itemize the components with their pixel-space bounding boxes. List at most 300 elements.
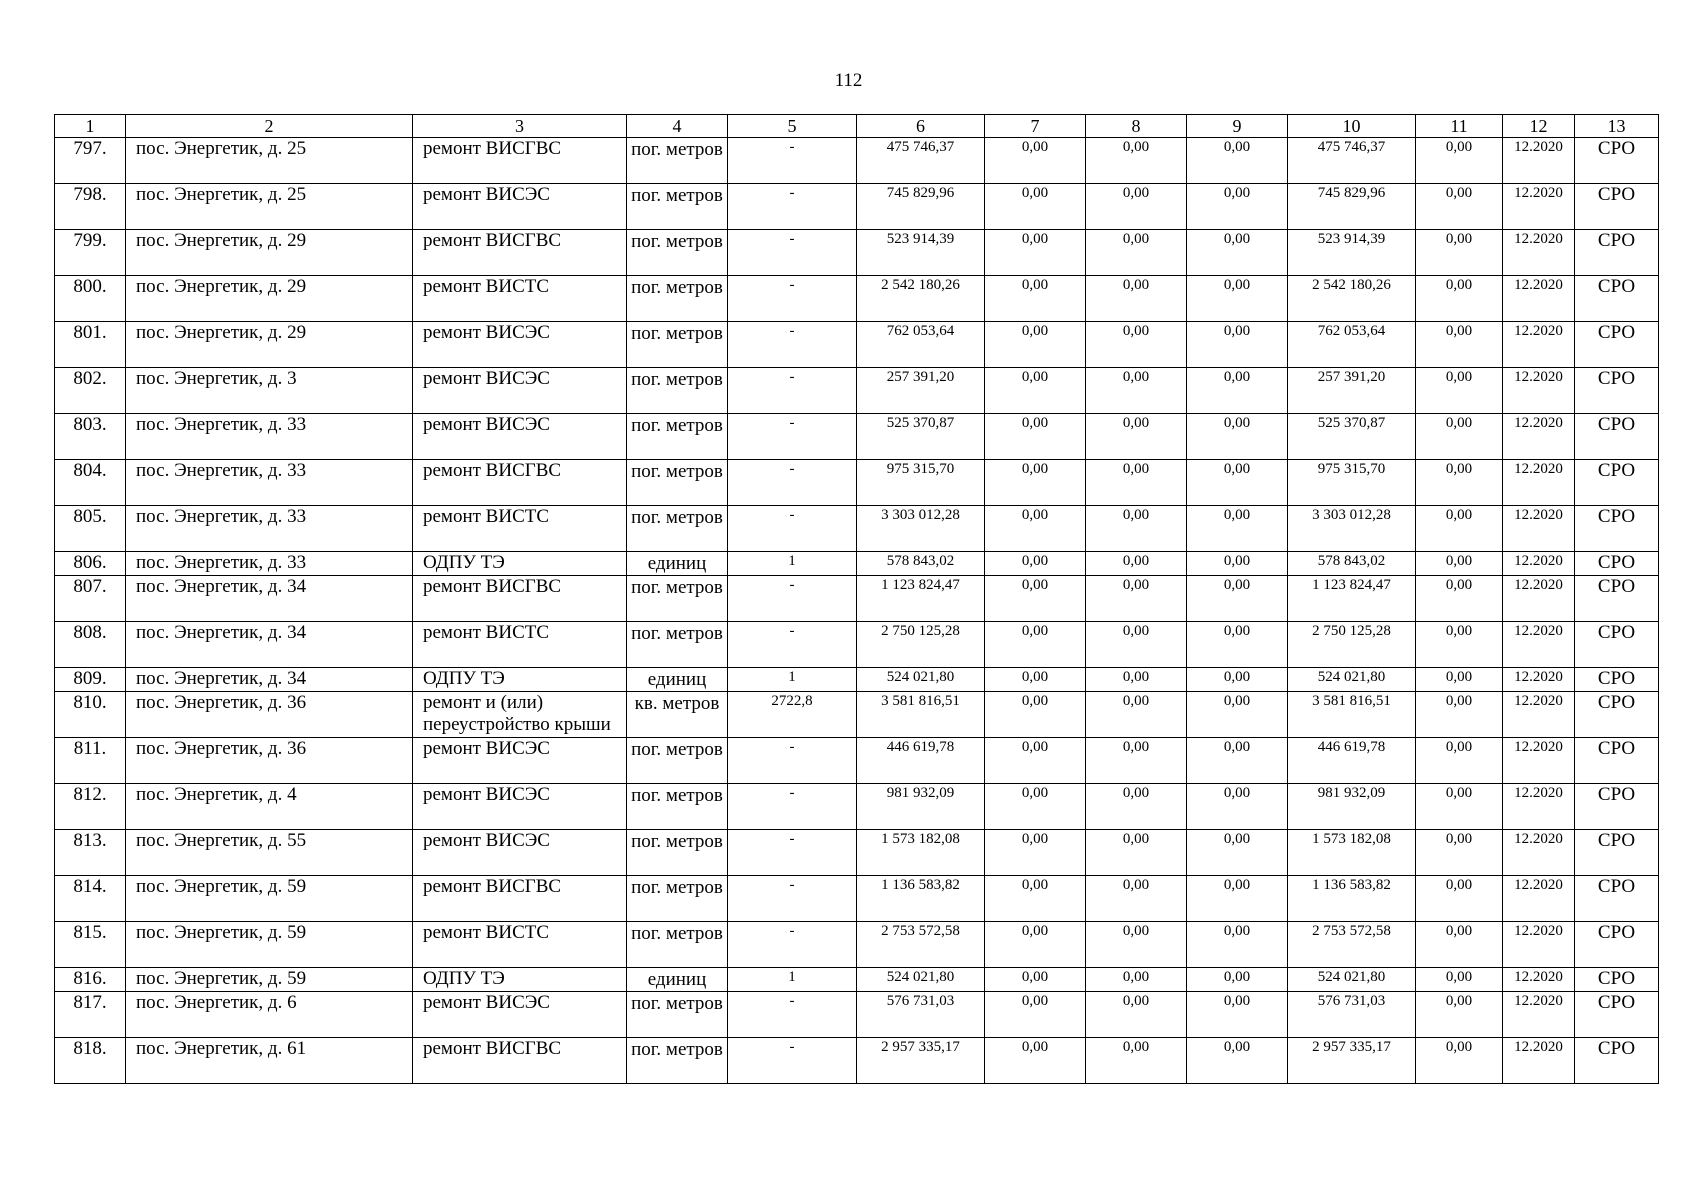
total-cost-cell: 524 021,80 (857, 968, 985, 992)
row-number: 803. (55, 414, 126, 460)
fund-amount-cell: 523 914,39 (1288, 230, 1416, 276)
amount-cell: 0,00 (1187, 668, 1288, 692)
quantity-cell: 1 (728, 968, 857, 992)
amount-cell: 0,00 (1187, 184, 1288, 230)
quantity-cell: - (728, 276, 857, 322)
amount-cell: 0,00 (1416, 184, 1503, 230)
unit-cell: пог. метров (627, 460, 728, 506)
unit-cell: пог. метров (627, 1038, 728, 1084)
amount-cell: 0,00 (1187, 738, 1288, 784)
quantity-cell: - (728, 622, 857, 668)
amount-cell: 0,00 (985, 668, 1086, 692)
column-header: 2 (126, 115, 413, 138)
fund-amount-cell: 2 542 180,26 (1288, 276, 1416, 322)
fund-amount-cell: 975 315,70 (1288, 460, 1416, 506)
amount-cell: 0,00 (1416, 506, 1503, 552)
work-type-cell: ремонт ВИСТС (413, 506, 627, 552)
amount-cell: 0,00 (1416, 1038, 1503, 1084)
row-number: 818. (55, 1038, 126, 1084)
quantity-cell: - (728, 506, 857, 552)
total-cost-cell: 3 581 816,51 (857, 692, 985, 738)
work-type-cell: ремонт ВИСЭС (413, 322, 627, 368)
quantity-cell: - (728, 1038, 857, 1084)
amount-cell: 0,00 (1187, 230, 1288, 276)
unit-cell: пог. метров (627, 230, 728, 276)
deadline-cell: 12.2020 (1503, 692, 1575, 738)
amount-cell: 0,00 (1086, 460, 1187, 506)
amount-cell: 0,00 (1086, 830, 1187, 876)
table-row (55, 460, 1659, 506)
deadline-cell: 12.2020 (1503, 922, 1575, 968)
unit-cell: пог. метров (627, 992, 728, 1038)
total-cost-cell: 981 932,09 (857, 784, 985, 830)
total-cost-cell: 576 731,03 (857, 992, 985, 1038)
quantity-cell: - (728, 576, 857, 622)
fund-amount-cell: 3 303 012,28 (1288, 506, 1416, 552)
work-type-cell: ремонт ВИСЭС (413, 784, 627, 830)
amount-cell: 0,00 (1416, 368, 1503, 414)
amount-cell: 0,00 (985, 138, 1086, 184)
column-number-header-row (55, 115, 1659, 138)
amount-cell: 0,00 (985, 230, 1086, 276)
source-cell: СРО (1575, 668, 1659, 692)
source-cell: СРО (1575, 692, 1659, 738)
unit-cell: единиц (627, 968, 728, 992)
address-cell: пос. Энергетик, д. 59 (126, 968, 413, 992)
total-cost-cell: 1 136 583,82 (857, 876, 985, 922)
quantity-cell: - (728, 184, 857, 230)
quantity-cell: - (728, 460, 857, 506)
table-row (55, 230, 1659, 276)
amount-cell: 0,00 (1187, 368, 1288, 414)
unit-cell: пог. метров (627, 506, 728, 552)
deadline-cell: 12.2020 (1503, 576, 1575, 622)
address-cell: пос. Энергетик, д. 29 (126, 276, 413, 322)
deadline-cell: 12.2020 (1503, 460, 1575, 506)
amount-cell: 0,00 (1086, 506, 1187, 552)
fund-amount-cell: 257 391,20 (1288, 368, 1416, 414)
amount-cell: 0,00 (1086, 184, 1187, 230)
amount-cell: 0,00 (1187, 784, 1288, 830)
amount-cell: 0,00 (985, 622, 1086, 668)
amount-cell: 0,00 (1416, 230, 1503, 276)
source-cell: СРО (1575, 876, 1659, 922)
amount-cell: 0,00 (1086, 576, 1187, 622)
column-header: 9 (1187, 115, 1288, 138)
fund-amount-cell: 2 753 572,58 (1288, 922, 1416, 968)
amount-cell: 0,00 (1086, 968, 1187, 992)
unit-cell: пог. метров (627, 322, 728, 368)
total-cost-cell: 257 391,20 (857, 368, 985, 414)
table-row (55, 668, 1659, 692)
address-cell: пос. Энергетик, д. 61 (126, 1038, 413, 1084)
amount-cell: 0,00 (1086, 668, 1187, 692)
fund-amount-cell: 2 750 125,28 (1288, 622, 1416, 668)
fund-amount-cell: 1 136 583,82 (1288, 876, 1416, 922)
row-number: 801. (55, 322, 126, 368)
total-cost-cell: 2 542 180,26 (857, 276, 985, 322)
table-row (55, 738, 1659, 784)
amount-cell: 0,00 (985, 738, 1086, 784)
amount-cell: 0,00 (1086, 552, 1187, 576)
table-row (55, 968, 1659, 992)
amount-cell: 0,00 (1086, 922, 1187, 968)
source-cell: СРО (1575, 414, 1659, 460)
source-cell: СРО (1575, 368, 1659, 414)
source-cell: СРО (1575, 968, 1659, 992)
fund-amount-cell: 576 731,03 (1288, 992, 1416, 1038)
deadline-cell: 12.2020 (1503, 276, 1575, 322)
table-row (55, 1038, 1659, 1084)
unit-cell: пог. метров (627, 876, 728, 922)
amount-cell: 0,00 (985, 414, 1086, 460)
amount-cell: 0,00 (1416, 622, 1503, 668)
amount-cell: 0,00 (1086, 876, 1187, 922)
unit-cell: пог. метров (627, 738, 728, 784)
work-type-cell: ремонт ВИСТС (413, 276, 627, 322)
work-type-cell: ремонт ВИСЭС (413, 830, 627, 876)
work-type-cell: ОДПУ ТЭ (413, 968, 627, 992)
total-cost-cell: 578 843,02 (857, 552, 985, 576)
address-cell: пос. Энергетик, д. 59 (126, 876, 413, 922)
row-number: 811. (55, 738, 126, 784)
row-number: 815. (55, 922, 126, 968)
source-cell: СРО (1575, 1038, 1659, 1084)
amount-cell: 0,00 (1416, 668, 1503, 692)
fund-amount-cell: 745 829,96 (1288, 184, 1416, 230)
amount-cell: 0,00 (1086, 138, 1187, 184)
address-cell: пос. Энергетик, д. 59 (126, 922, 413, 968)
unit-cell: пог. метров (627, 414, 728, 460)
address-cell: пос. Энергетик, д. 4 (126, 784, 413, 830)
work-type-cell: ремонт ВИСГВС (413, 876, 627, 922)
amount-cell: 0,00 (985, 992, 1086, 1038)
fund-amount-cell: 578 843,02 (1288, 552, 1416, 576)
amount-cell: 0,00 (1187, 622, 1288, 668)
work-type-cell: ремонт ВИСЭС (413, 738, 627, 784)
address-cell: пос. Энергетик, д. 34 (126, 622, 413, 668)
deadline-cell: 12.2020 (1503, 414, 1575, 460)
table-row (55, 368, 1659, 414)
work-type-cell: ремонт ВИСГВС (413, 230, 627, 276)
amount-cell: 0,00 (1086, 1038, 1187, 1084)
quantity-cell: - (728, 322, 857, 368)
amount-cell: 0,00 (1086, 692, 1187, 738)
amount-cell: 0,00 (1086, 322, 1187, 368)
address-cell: пос. Энергетик, д. 33 (126, 552, 413, 576)
total-cost-cell: 1 573 182,08 (857, 830, 985, 876)
register-table (54, 114, 1659, 1084)
row-number: 814. (55, 876, 126, 922)
address-cell: пос. Энергетик, д. 33 (126, 506, 413, 552)
deadline-cell: 12.2020 (1503, 506, 1575, 552)
fund-amount-cell: 981 932,09 (1288, 784, 1416, 830)
quantity-cell: - (728, 876, 857, 922)
work-type-cell: ремонт ВИСЭС (413, 368, 627, 414)
quantity-cell: 1 (728, 668, 857, 692)
row-number: 798. (55, 184, 126, 230)
address-cell: пос. Энергетик, д. 34 (126, 668, 413, 692)
amount-cell: 0,00 (1086, 738, 1187, 784)
amount-cell: 0,00 (1187, 922, 1288, 968)
table-row (55, 322, 1659, 368)
unit-cell: пог. метров (627, 138, 728, 184)
total-cost-cell: 2 753 572,58 (857, 922, 985, 968)
deadline-cell: 12.2020 (1503, 322, 1575, 368)
amount-cell: 0,00 (1416, 692, 1503, 738)
work-type-cell: ремонт ВИСГВС (413, 138, 627, 184)
total-cost-cell: 3 303 012,28 (857, 506, 985, 552)
address-cell: пос. Энергетик, д. 33 (126, 414, 413, 460)
fund-amount-cell: 524 021,80 (1288, 668, 1416, 692)
amount-cell: 0,00 (1416, 922, 1503, 968)
table-row (55, 576, 1659, 622)
fund-amount-cell: 1 123 824,47 (1288, 576, 1416, 622)
table-row (55, 876, 1659, 922)
deadline-cell: 12.2020 (1503, 368, 1575, 414)
amount-cell: 0,00 (1187, 576, 1288, 622)
amount-cell: 0,00 (1416, 968, 1503, 992)
unit-cell: пог. метров (627, 276, 728, 322)
unit-cell: единиц (627, 552, 728, 576)
total-cost-cell: 475 746,37 (857, 138, 985, 184)
unit-cell: пог. метров (627, 784, 728, 830)
amount-cell: 0,00 (985, 876, 1086, 922)
fund-amount-cell: 475 746,37 (1288, 138, 1416, 184)
work-type-cell: ремонт ВИСЭС (413, 184, 627, 230)
quantity-cell: - (728, 738, 857, 784)
deadline-cell: 12.2020 (1503, 738, 1575, 784)
amount-cell: 0,00 (1187, 506, 1288, 552)
source-cell: СРО (1575, 322, 1659, 368)
amount-cell: 0,00 (1187, 414, 1288, 460)
address-cell: пос. Энергетик, д. 29 (126, 322, 413, 368)
deadline-cell: 12.2020 (1503, 230, 1575, 276)
amount-cell: 0,00 (1187, 876, 1288, 922)
fund-amount-cell: 446 619,78 (1288, 738, 1416, 784)
quantity-cell: - (728, 368, 857, 414)
work-type-cell: ОДПУ ТЭ (413, 668, 627, 692)
column-header: 13 (1575, 115, 1659, 138)
deadline-cell: 12.2020 (1503, 184, 1575, 230)
amount-cell: 0,00 (1187, 552, 1288, 576)
row-number: 797. (55, 138, 126, 184)
amount-cell: 0,00 (985, 1038, 1086, 1084)
amount-cell: 0,00 (1416, 552, 1503, 576)
amount-cell: 0,00 (985, 784, 1086, 830)
row-number: 813. (55, 830, 126, 876)
amount-cell: 0,00 (1416, 830, 1503, 876)
work-type-cell: ремонт ВИСЭС (413, 992, 627, 1038)
work-type-cell: ремонт ВИСЭС (413, 414, 627, 460)
amount-cell: 0,00 (1187, 992, 1288, 1038)
amount-cell: 0,00 (1416, 138, 1503, 184)
amount-cell: 0,00 (1416, 276, 1503, 322)
table-row (55, 992, 1659, 1038)
amount-cell: 0,00 (1086, 368, 1187, 414)
amount-cell: 0,00 (985, 368, 1086, 414)
unit-cell: кв. метров (627, 692, 728, 738)
total-cost-cell: 525 370,87 (857, 414, 985, 460)
amount-cell: 0,00 (985, 322, 1086, 368)
amount-cell: 0,00 (985, 692, 1086, 738)
quantity-cell: - (728, 230, 857, 276)
row-number: 799. (55, 230, 126, 276)
source-cell: СРО (1575, 184, 1659, 230)
amount-cell: 0,00 (985, 276, 1086, 322)
amount-cell: 0,00 (1416, 576, 1503, 622)
amount-cell: 0,00 (1086, 992, 1187, 1038)
amount-cell: 0,00 (985, 184, 1086, 230)
fund-amount-cell: 3 581 816,51 (1288, 692, 1416, 738)
work-type-cell: ремонт ВИСГВС (413, 576, 627, 622)
deadline-cell: 12.2020 (1503, 668, 1575, 692)
amount-cell: 0,00 (985, 552, 1086, 576)
amount-cell: 0,00 (1416, 876, 1503, 922)
work-type-cell: ремонт и (или) переустройство крыши (413, 692, 627, 738)
column-header: 11 (1416, 115, 1503, 138)
source-cell: СРО (1575, 276, 1659, 322)
deadline-cell: 12.2020 (1503, 992, 1575, 1038)
unit-cell: пог. метров (627, 830, 728, 876)
table-row (55, 414, 1659, 460)
table-row (55, 506, 1659, 552)
work-type-cell: ремонт ВИСТС (413, 922, 627, 968)
amount-cell: 0,00 (1416, 738, 1503, 784)
work-type-cell: ремонт ВИСГВС (413, 1038, 627, 1084)
row-number: 802. (55, 368, 126, 414)
page-number: 112 (834, 70, 863, 91)
source-cell: СРО (1575, 738, 1659, 784)
amount-cell: 0,00 (1086, 276, 1187, 322)
deadline-cell: 12.2020 (1503, 138, 1575, 184)
source-cell: СРО (1575, 576, 1659, 622)
amount-cell: 0,00 (1187, 830, 1288, 876)
fund-amount-cell: 524 021,80 (1288, 968, 1416, 992)
table-row (55, 276, 1659, 322)
column-header: 1 (55, 115, 126, 138)
amount-cell: 0,00 (1416, 322, 1503, 368)
amount-cell: 0,00 (1187, 138, 1288, 184)
row-number: 800. (55, 276, 126, 322)
address-cell: пос. Энергетик, д. 36 (126, 692, 413, 738)
row-number: 807. (55, 576, 126, 622)
unit-cell: пог. метров (627, 922, 728, 968)
source-cell: СРО (1575, 552, 1659, 576)
address-cell: пос. Энергетик, д. 33 (126, 460, 413, 506)
unit-cell: пог. метров (627, 368, 728, 414)
source-cell: СРО (1575, 922, 1659, 968)
table-row (55, 184, 1659, 230)
fund-amount-cell: 525 370,87 (1288, 414, 1416, 460)
row-number: 809. (55, 668, 126, 692)
fund-amount-cell: 2 957 335,17 (1288, 1038, 1416, 1084)
unit-cell: пог. метров (627, 576, 728, 622)
table-row (55, 830, 1659, 876)
amount-cell: 0,00 (1187, 322, 1288, 368)
source-cell: СРО (1575, 506, 1659, 552)
address-cell: пос. Энергетик, д. 6 (126, 992, 413, 1038)
amount-cell: 0,00 (985, 968, 1086, 992)
deadline-cell: 12.2020 (1503, 1038, 1575, 1084)
address-cell: пос. Энергетик, д. 3 (126, 368, 413, 414)
address-cell: пос. Энергетик, д. 36 (126, 738, 413, 784)
total-cost-cell: 2 957 335,17 (857, 1038, 985, 1084)
row-number: 816. (55, 968, 126, 992)
row-number: 804. (55, 460, 126, 506)
source-cell: СРО (1575, 138, 1659, 184)
table-row (55, 784, 1659, 830)
total-cost-cell: 2 750 125,28 (857, 622, 985, 668)
table-row (55, 622, 1659, 668)
amount-cell: 0,00 (1416, 992, 1503, 1038)
address-cell: пос. Энергетик, д. 25 (126, 138, 413, 184)
unit-cell: единиц (627, 668, 728, 692)
quantity-cell: - (728, 784, 857, 830)
quantity-cell: - (728, 138, 857, 184)
amount-cell: 0,00 (1416, 784, 1503, 830)
row-number: 808. (55, 622, 126, 668)
column-header: 3 (413, 115, 627, 138)
quantity-cell: - (728, 922, 857, 968)
address-cell: пос. Энергетик, д. 25 (126, 184, 413, 230)
deadline-cell: 12.2020 (1503, 784, 1575, 830)
amount-cell: 0,00 (1187, 1038, 1288, 1084)
column-header: 12 (1503, 115, 1575, 138)
total-cost-cell: 1 123 824,47 (857, 576, 985, 622)
total-cost-cell: 762 053,64 (857, 322, 985, 368)
total-cost-cell: 975 315,70 (857, 460, 985, 506)
amount-cell: 0,00 (985, 576, 1086, 622)
column-header: 6 (857, 115, 985, 138)
total-cost-cell: 523 914,39 (857, 230, 985, 276)
quantity-cell: - (728, 992, 857, 1038)
amount-cell: 0,00 (1187, 276, 1288, 322)
column-header: 7 (985, 115, 1086, 138)
column-header: 5 (728, 115, 857, 138)
table-row (55, 922, 1659, 968)
amount-cell: 0,00 (1086, 230, 1187, 276)
table-row (55, 138, 1659, 184)
table-row (55, 552, 1659, 576)
total-cost-cell: 745 829,96 (857, 184, 985, 230)
amount-cell: 0,00 (1416, 460, 1503, 506)
amount-cell: 0,00 (1416, 414, 1503, 460)
total-cost-cell: 524 021,80 (857, 668, 985, 692)
unit-cell: пог. метров (627, 622, 728, 668)
source-cell: СРО (1575, 622, 1659, 668)
quantity-cell: 1 (728, 552, 857, 576)
amount-cell: 0,00 (1187, 968, 1288, 992)
deadline-cell: 12.2020 (1503, 968, 1575, 992)
deadline-cell: 12.2020 (1503, 622, 1575, 668)
fund-amount-cell: 762 053,64 (1288, 322, 1416, 368)
unit-cell: пог. метров (627, 184, 728, 230)
amount-cell: 0,00 (985, 830, 1086, 876)
work-type-cell: ремонт ВИСГВС (413, 460, 627, 506)
amount-cell: 0,00 (985, 506, 1086, 552)
quantity-cell: - (728, 830, 857, 876)
address-cell: пос. Энергетик, д. 29 (126, 230, 413, 276)
column-header: 4 (627, 115, 728, 138)
amount-cell: 0,00 (985, 460, 1086, 506)
row-number: 810. (55, 692, 126, 738)
table-row (55, 692, 1659, 738)
quantity-cell: - (728, 414, 857, 460)
column-header: 8 (1086, 115, 1187, 138)
source-cell: СРО (1575, 992, 1659, 1038)
deadline-cell: 12.2020 (1503, 876, 1575, 922)
